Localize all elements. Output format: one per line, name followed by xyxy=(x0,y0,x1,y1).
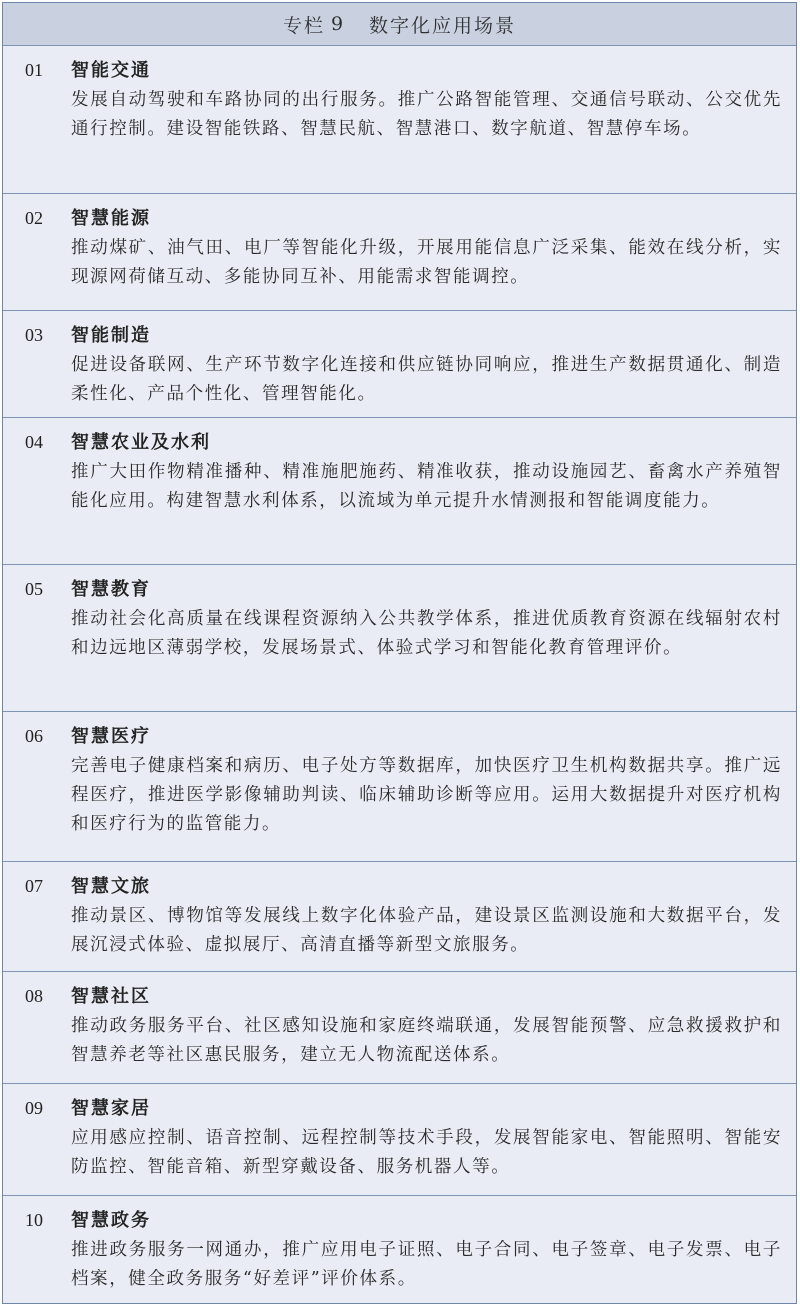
scenario-row-03 xyxy=(3,311,796,418)
column-panel xyxy=(2,2,797,1304)
scenario-row-09 xyxy=(3,1084,796,1196)
row-number: 04 xyxy=(25,432,43,452)
row-body: 推动景区、博物馆等发展线上数字化体验产品，建设景区监测设施和大数据平台，发展沉浸式体验、虚拟展厅、高清直播等新型文旅服务。 xyxy=(71,906,782,955)
row-number: 08 xyxy=(25,986,43,1006)
row-body: 促进设备联网、生产环节数字化连接和供应链协同响应，推进生产数据贯通化、制造柔性化、产品个性化、管理智能化。 xyxy=(71,355,782,404)
scenario-row-08 xyxy=(3,972,796,1084)
row-number: 01 xyxy=(25,60,43,80)
scenario-row-07 xyxy=(3,862,796,972)
panel-title-number: 9 xyxy=(330,13,346,35)
row-body: 推进政务服务一网通办，推广应用电子证照、电子合同、电子签章、电子发票、电子档案，健全政务服务“好差评”评价体系。 xyxy=(71,1240,782,1289)
scenario-row-01 xyxy=(3,46,796,194)
row-body: 完善电子健康档案和病历、电子处方等数据库，加快医疗卫生机构数据共享。推广远程医疗，推进医学影像辅助判读、临床辅助诊断等应用。运用大数据提升对医疗机构和医疗行为的监管能力。 xyxy=(71,756,782,834)
row-body: 推广大田作物精准播种、精准施肥施药、精准收获，推动设施园艺、畜禽水产养殖智能化应用。构建智慧水利体系，以流域为单元提升水情测报和智能调度能力。 xyxy=(71,462,782,511)
scenario-row-10 xyxy=(3,1196,796,1304)
row-number: 07 xyxy=(25,876,43,896)
scenario-row-05 xyxy=(3,565,796,712)
row-title: 智能制造 xyxy=(71,325,151,346)
scenario-row-04 xyxy=(3,418,796,565)
row-title: 智慧政务 xyxy=(71,1210,151,1231)
row-body: 发展自动驾驶和车路协同的出行服务。推广公路智能管理、交通信号联动、公交优先通行控制。建设智能铁路、智慧民航、智慧港口、数字航道、智慧停车场。 xyxy=(71,90,782,139)
row-number: 05 xyxy=(25,579,43,599)
row-title: 智慧文旅 xyxy=(71,876,151,897)
row-number: 02 xyxy=(25,208,43,228)
row-title: 智慧教育 xyxy=(71,579,151,600)
row-body: 推动煤矿、油气田、电厂等智能化升级，开展用能信息广泛采集、能效在线分析，实现源网荷储互动、多能协同互补、用能需求智能调控。 xyxy=(71,238,782,287)
row-number: 10 xyxy=(25,1210,43,1230)
scenario-row-06 xyxy=(3,712,796,862)
row-number: 03 xyxy=(25,325,43,345)
row-title: 智慧能源 xyxy=(71,208,151,229)
row-title: 智慧社区 xyxy=(71,986,151,1007)
scenario-row-02 xyxy=(3,194,796,311)
row-body: 推动社会化高质量在线课程资源纳入公共教学体系，推进优质教育资源在线辐射农村和边远地区薄弱学校，发展场景式、体验式学习和智能化教育管理评价。 xyxy=(71,609,782,658)
row-body: 应用感应控制、语音控制、远程控制等技术手段，发展智能家电、智能照明、智能安防监控、智能音箱、新型穿戴设备、服务机器人等。 xyxy=(71,1128,782,1177)
row-body: 推动政务服务平台、社区感知设施和家庭终端联通，发展智能预警、应急救援救护和智慧养老等社区惠民服务，建立无人物流配送体系。 xyxy=(71,1016,782,1065)
row-number: 06 xyxy=(25,726,43,746)
row-title: 智慧农业及水利 xyxy=(71,432,211,453)
row-title: 智慧家居 xyxy=(71,1098,151,1119)
row-title: 智能交通 xyxy=(71,60,151,81)
row-number: 09 xyxy=(25,1098,43,1118)
panel-title-text: 数字化应用场景 xyxy=(369,14,517,37)
panel-header xyxy=(3,3,796,46)
row-title: 智慧医疗 xyxy=(71,726,151,747)
panel-title-prefix: 专栏 xyxy=(282,14,325,37)
